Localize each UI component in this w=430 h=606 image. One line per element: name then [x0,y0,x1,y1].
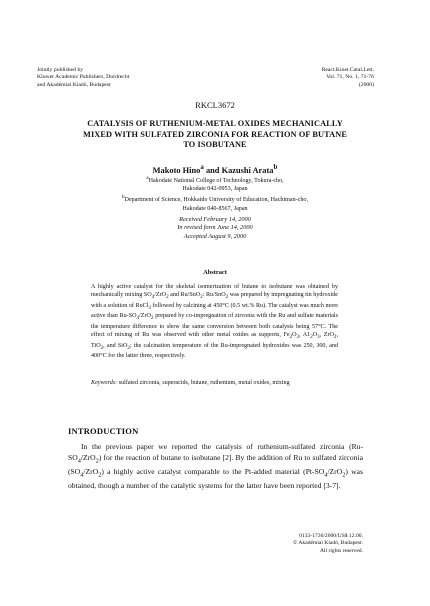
title-line: CATALYSIS OF RUTHENIUM-METAL OXIDES MECHANICALLY [87,119,343,128]
affil-mark: b [122,194,125,201]
keywords-label: Keywords: [91,380,118,386]
keywords-text: sulfated zirconia, superacids, butane, ruthenium, metal oxides, mixing [117,380,290,386]
affil-text: Hakodate National College of Technology, Tokura-cho, [148,178,284,185]
abstract-heading: Abstract [203,269,227,276]
title-line: MIXED WITH SULFATED ZIRCONIA FOR REACTION OF BUTANE [83,129,347,139]
title-line: TO ISOBUTANE [183,140,247,149]
author-name: Makoto Hino [152,165,201,175]
publisher-line: Jointly published by [37,67,84,73]
affiliation-a-city: Hakodate 042-0953, Japan [182,186,248,193]
affiliation-b-city: Hakodate 040-8567, Japan [182,205,248,212]
abstract-text: A highly active catalyst for the skeletal isomerization of butane to isobutane was obtained by mechanically mixing $SO_4/ZrO_2$ and Ru/SnO$_2$: Ru/SnO$_2$ was prepared by impregnating tin hydroxide with a solution of RuCl$_3$ followed by calcining at 450°C (0.5 wt.% Ru). The catalyst was much more active than $Ru-SO_4/ZrO_2$ prepared by co-impregnation of zirconia with the Ru and sulfate materials the temperature difference to show the same conversion between both catalysts being 57°C. The effect of mixing of Ru was observed with other metal oxides as supports, $Fe_2O_3$, $A1_2O_3$, ZrO$_2$, TiO$_2$, and SiO$_2$; the calcination temperature of the Ru-impregnated hydroxides was 250, 300, and 400°C for the latter three, respectively. [91,284,338,360]
author-separator: and [203,165,222,175]
journal-line: (2000) [358,81,374,88]
footer-line: All rights reserved. [319,547,363,554]
paper-code: RKCL3672 [195,100,235,110]
author-affil-mark: a [200,163,204,171]
journal-line: React.Kinet.Catal.Lett. [321,67,374,73]
publisher-info [37,67,129,89]
journal-line: Vol. 71, No. 1, 71-76 [326,74,374,81]
keywords [91,379,338,387]
introduction-text: In the previous paper we reported the catalysis of ruthenium-sulfated zirconia $(Ru-SO_4/ZrO_2)$ for the reaction of butane to isobutane [2]. By the addition of Ru to sulfated zirconia $(SO_4/ZrO_2)$ a highly active catalyst comparable to the Pt-added material $(Pt-SO_4/ZrO_2)$ was obtained, though a number of the catalytic systems for the latter have been reported [3-7]. [68,442,363,490]
affiliations [0,174,430,213]
publisher-line: and Akadémiai Kiadó, Budapest [37,81,111,88]
affil-mark: a [146,175,149,181]
affiliation-b [0,193,430,204]
date-revised: In revised form June 14, 2000 [177,224,253,232]
publisher-line: Kluwer Academic Publishers, Dordrecht [37,74,130,81]
affil-text: Department of Science, Hokkaido University of Education, Hachiman-cho, [124,197,308,204]
copyright-footer [293,533,363,555]
author-affil-mark: b [273,163,278,171]
section-heading-introduction: INTRODUCTION [68,426,139,436]
footer-line: 0133-1736/2000/US$ 12.00. [299,533,363,539]
date-accepted: Accepted August 9, 2000 [183,232,247,240]
footer-line: © Akadémiai Kiadó, Budapest. [293,540,363,547]
submission-dates [0,216,430,241]
author-name: Kazushi Arata [221,165,274,175]
journal-reference [322,67,374,89]
date-received: Received February 14, 2000 [179,216,251,223]
paper-title [70,119,360,151]
affiliation-a [0,174,430,185]
